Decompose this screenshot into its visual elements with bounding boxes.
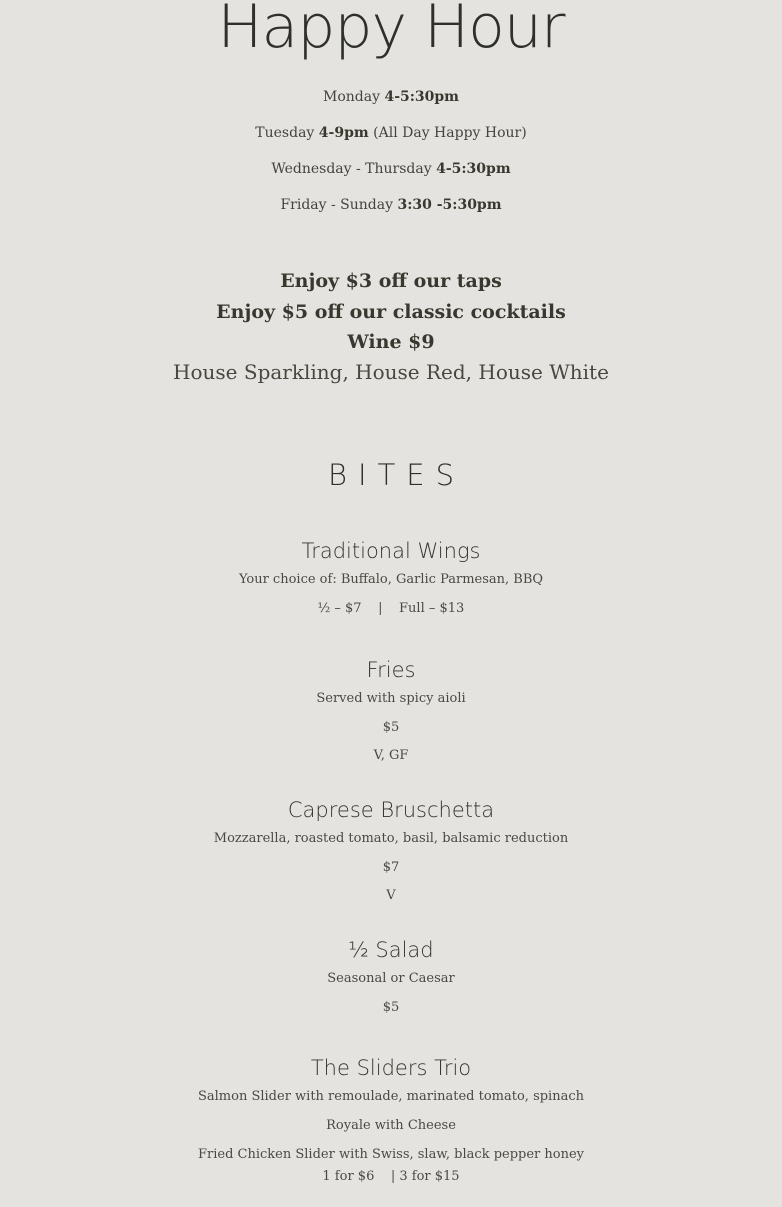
menu-item-price: $5 (382, 720, 400, 735)
schedule-tuesday (0, 123, 782, 143)
schedule-days: Monday (323, 89, 380, 105)
menu-item-name: Fries (366, 658, 416, 682)
page-title: Happy Hour (217, 0, 565, 62)
menu-item-name: ½ Salad (348, 938, 434, 962)
menu-item-price: $7 (382, 860, 400, 875)
menu-item-description: Your choice of: Buffalo, Garlic Parmesan, BBQ (238, 572, 544, 587)
menu-item-description: Salmon Slider with remoulade, marinated tomato, spinach (197, 1089, 584, 1104)
menu-item-dietary: V (386, 888, 396, 903)
schedule-hours: 3:30 -5:30pm (397, 197, 502, 213)
deal-wine: Wine $9 (347, 331, 435, 353)
menu-item-name: Caprese Bruschetta (287, 798, 495, 822)
schedule-days: Wednesday - Thursday (271, 161, 432, 177)
schedule-hours: 4-5:30pm (436, 161, 511, 177)
menu-item-price: ½ – $7 | Full – $13 (317, 601, 465, 616)
schedule-monday (0, 87, 782, 107)
menu-item-name: The Sliders Trio (310, 1056, 472, 1080)
menu-item-description: Seasonal or Caesar (327, 971, 455, 986)
menu-item-price: 1 for $6 | 3 for $15 (322, 1169, 460, 1184)
schedule-note: (All Day Happy Hour) (373, 125, 527, 141)
menu-item-description: Fried Chicken Slider with Swiss, slaw, black pepper honey (197, 1147, 585, 1162)
menu-item-description: Mozzarella, roasted tomato, basil, balsamic reduction (213, 831, 569, 846)
menu-item-name: Traditional Wings (301, 539, 481, 563)
deal-cocktails: Enjoy $5 off our classic cocktails (216, 301, 566, 323)
menu-item-description: Served with spicy aioli (316, 691, 466, 706)
menu-item-price: $5 (382, 1000, 400, 1015)
schedule-hours: 4-9pm (318, 125, 369, 141)
schedule-friday-sunday (0, 195, 782, 215)
deal-taps: Enjoy $3 off our taps (280, 270, 502, 292)
section-heading-bites: BITES (328, 458, 465, 492)
deal-wine-list: House Sparkling, House Red, House White (173, 360, 609, 384)
schedule-hours: 4-5:30pm (384, 89, 459, 105)
menu-item-dietary: V, GF (373, 748, 409, 763)
schedule-days: Friday - Sunday (280, 197, 394, 213)
schedule-wednesday-thursday (0, 159, 782, 179)
menu-item-description: Royale with Cheese (326, 1118, 456, 1133)
schedule-days: Tuesday (255, 125, 315, 141)
